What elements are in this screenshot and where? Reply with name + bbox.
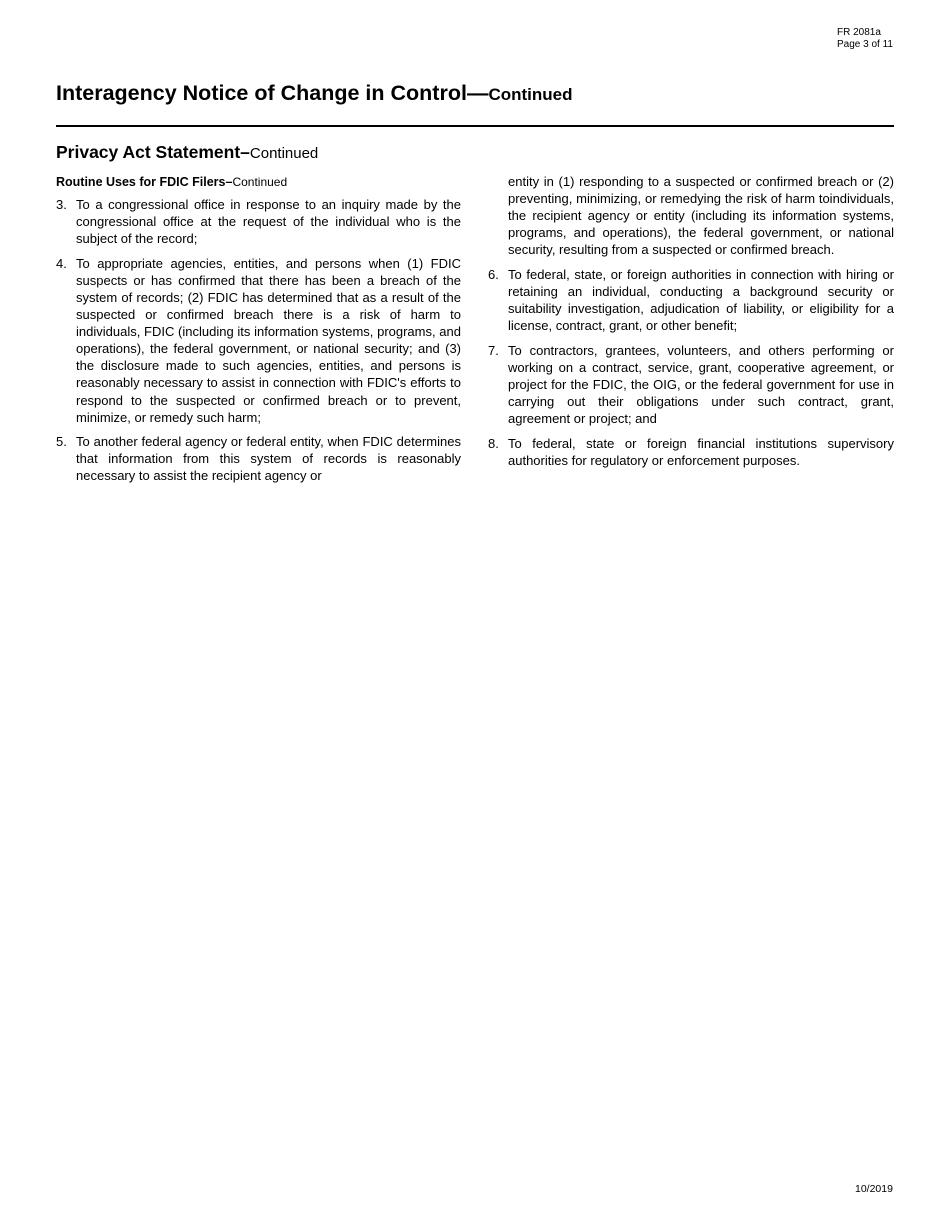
list-item <box>56 255 461 426</box>
section-title <box>56 140 318 166</box>
list-item <box>56 433 461 484</box>
section-title-main: Privacy Act Statement– <box>56 142 250 162</box>
item-number: 4. <box>56 255 67 271</box>
routine-uses-list-left <box>56 196 461 485</box>
item-text: To federal, state or foreign financial institutions supervisory authorities for regulatory or enforcement purposes. <box>508 435 894 468</box>
subsection-title-continued: Continued <box>232 175 288 189</box>
item-number: 7. <box>488 342 499 358</box>
left-column <box>56 173 461 492</box>
page-title-dash: — <box>466 81 489 105</box>
item-number: 8. <box>488 435 499 451</box>
item-text: To contractors, grantees, volunteers, and others performing or working on a contract, service, grant, cooperative agreement, or project for the FDIC, the OIG, or the federal government for use in carrying out their obligations under such contract, grant, agreement or project; and <box>508 342 894 427</box>
item-number: 5. <box>56 434 67 450</box>
section-title-continued: Continued <box>249 145 319 162</box>
list-item <box>488 435 894 469</box>
item-text: To a congressional office in response to an inquiry made by the congressional office at the request of the individual who is the subject of the record; <box>76 197 461 247</box>
list-item <box>488 342 894 427</box>
form-number: FR 2081a <box>837 27 881 38</box>
title-divider <box>56 125 894 127</box>
item-text: To appropriate agencies, entities, and persons when (1) FDIC suspects or has confirmed that there has been a breach of the system of records; (2) FDIC has determined that as a result of the suspected or confirmed breach there is a risk of harm to individuals, FDIC (including its information systems, programs, and operations), the federal government, or national security; and (3) the disclosure made to such agencies, entities, and persons is reasonably necessary to assist in connection with FDIC's efforts to respond to the suspected or confirmed breach or to prevent, minimize, or remedy such harm; <box>76 255 461 425</box>
list-item <box>56 196 461 247</box>
item-number: 3. <box>56 197 67 212</box>
subsection-title-main: Routine Uses for FDIC Filers– <box>56 175 233 189</box>
page-title-continued: Continued <box>488 85 573 104</box>
page-label: Page 3 of 11 <box>837 39 893 50</box>
page-title-main: Interagency Notice of Change in Control <box>56 81 467 105</box>
form-identifier <box>837 27 893 51</box>
item-text: To another federal agency or federal entity, when FDIC determines that information from this system of records is reasonably necessary to assist the recipient agency or <box>76 434 461 484</box>
page-title <box>56 79 572 109</box>
right-column <box>488 173 894 477</box>
routine-uses-list-right <box>488 266 894 469</box>
item-number: 6. <box>488 266 499 282</box>
item-text: To federal, state, or foreign authorities in connection with hiring or retaining an individual, conducting a background security or suitability investigation, adjudication of liability, or eligibility for a license, contract, grant, or other benefit; <box>508 266 894 334</box>
item-5-continuation: entity in (1) responding to a suspected or confirmed breach or (2) preventing, minimizing, or remedying the risk of harm toindividuals, the recipient agency or entity (including its information systems, programs, and operations), the federal government, or national security, resulting from a suspected or confirmed breach. <box>508 174 894 258</box>
revision-date: 10/2019 <box>855 1183 893 1195</box>
list-item <box>488 266 894 334</box>
subsection-title <box>56 173 461 191</box>
